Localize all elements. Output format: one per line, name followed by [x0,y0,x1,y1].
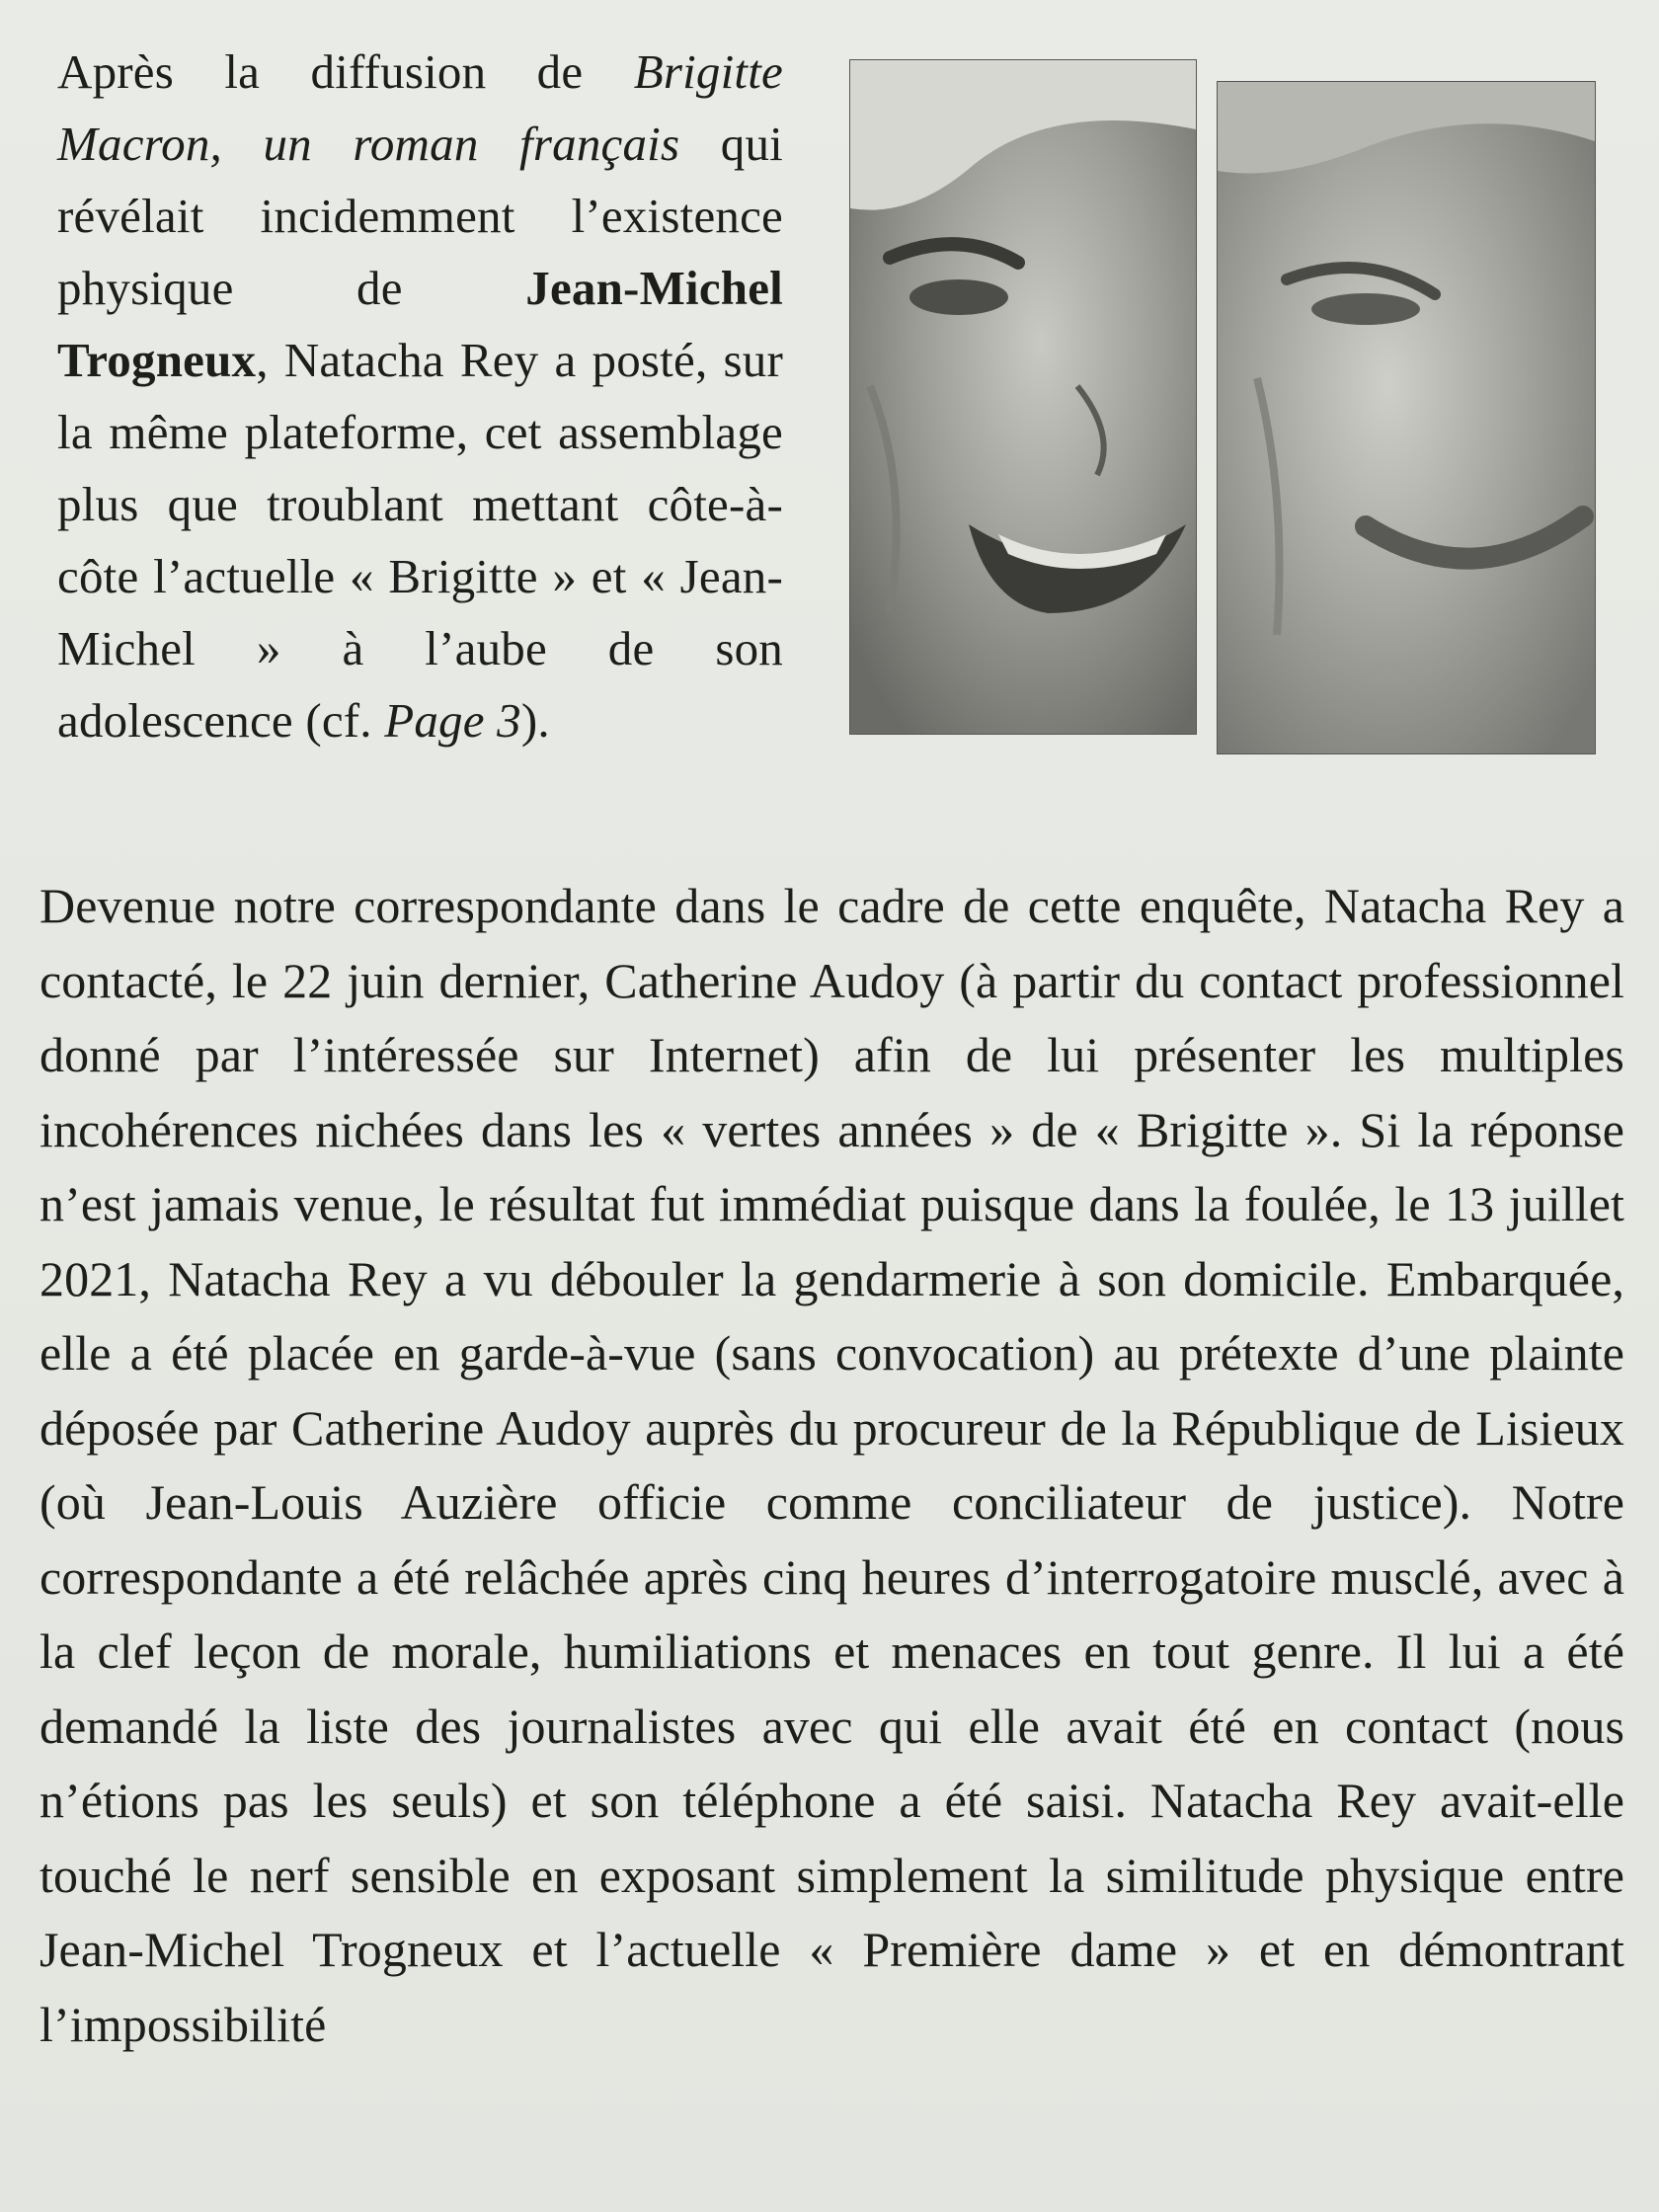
intro-text-3: , Natacha Rey a posté, sur la même plateforme, cet assemblage plus que troublant mettant côte-à-côte l’actuelle « Brigitte » et « Jean-Michel » à l’aube de son adolescence (cf. [57,333,783,748]
main-paragraph [40,869,1624,2062]
photo-comparison [790,22,1600,762]
intro-text-2: qui révélait incidemment l’existence physique de [57,117,783,315]
intro-text-1: Après la diffusion de [57,44,634,99]
intro-paragraph [57,36,783,756]
page-reference: Page 3 [384,693,521,748]
book-title: Brigitte Macron, un roman français [57,44,783,171]
body-paragraph: Devenue notre correspondante dans le cadre de cette enquête, Natacha Rey a contacté, le 22 juin dernier, Catherine Audoy (à partir du contact professionnel donné par l’intéressée sur Internet) afin de lui présenter les multiples incohérences nichées dans les « vertes années » de « Brigitte ». Si la réponse n’est jamais venue, le résultat fut immédiat puisque dans la foulée, le 13 juillet 2021, Natacha Rey a vu débouler la gendarmerie à son domicile. Embarquée, elle a été placée en garde-à-vue (sans convocation) au prétexte d’une plainte déposée par Catherine Audoy auprès du procureur de la République de Lisieux (où Jean-Louis Auzière officie comme conciliateur de justice). Notre correspondante a été relâchée après cinq heures d’interrogatoire musclé, avec à la clef leçon de morale, humiliations et menaces en tout genre. Il lui a été demandé la liste des journalistes avec qui elle avait été en contact (nous n’étions pas les seuls) et son téléphone a été saisi. Natacha Rey avait-elle touché le nerf sensible en exposant simplement la similitude physique entre Jean-Michel Trogneux et l’actuelle « Première dame » et en démontrant l’impossibilité [40,878,1624,2052]
face-photo-left [849,59,1197,735]
face-photo-right [1217,81,1596,754]
intro-text-4: ). [520,693,550,748]
person-name: Jean-Michel Trogneux [57,261,783,387]
